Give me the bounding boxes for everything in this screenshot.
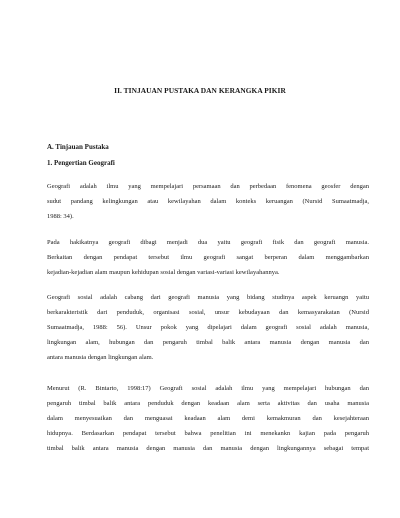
paragraph [47, 235, 369, 280]
section-heading: A. Tinjauan Pustaka [47, 143, 109, 151]
paragraph-line: berkarakteristik dari penduduk, organisasi sosial, unsur kebudayaan dan kemasyarakatan (Nursid [47, 309, 369, 316]
paragraph-line: Geografi sosial adalah cabang dari geografi manusia yang bidang studinya aspek keruangn yaitu [47, 294, 369, 301]
paragraph-line: Pada hakikatnya geografi dibagi menjadi dua yaitu geografi fisik dan geografi manusia. [47, 239, 369, 246]
paragraph-line: antara manusia dengan lingkungan alam. [47, 354, 154, 361]
paragraph-line: timbal balik antara manusia dengan manusia dan manusia dengan lingkungannya sebagai tempat [47, 445, 369, 452]
paragraph-line: sudut pandang kelingkungan atau kewilayahan dalam konteks keruangan (Nursid Sumaatmadja, [47, 198, 369, 205]
paragraph-line: Berkaitan dengan pendapat tersebut ilmu geografi sangat berperan dalam menggambarkan [47, 254, 369, 261]
chapter-title: II. TINJAUAN PUSTAKA DAN KERANGKA PIKIR [114, 86, 286, 95]
paragraph-line: 1988: 34). [47, 213, 74, 220]
paragraph [47, 290, 369, 365]
paragraph-line: hidupnya. Berdasarkan pendapat tersebut bahwa penelitian ini menekankn kajian pada pengaruh [47, 430, 369, 437]
paragraph-line: Geografi adalah ilmu yang mempelajari persamaan dan perbedaan fenomena geosfer dengan [47, 183, 369, 190]
paragraph-line: dalam menyesuaikan dan menguasai keadaan alam demi kemakmuran dan kesejahteraan [47, 415, 369, 422]
subsection-heading: 1. Pengertian Geografi [47, 159, 115, 167]
paragraph-line: Menurut (R. Bintarto, 1998:17) Geografi sosial adalah ilmu yang mempelajari hubungan dan [47, 385, 369, 392]
paragraph-line: Sumaatmadja, 1988: 56). Unsur pokok yang dipelajari dalam geografi sosial adalah manusia, [47, 324, 369, 331]
paragraph [47, 381, 369, 456]
paragraph-line: kejadian-kejadian alam maupun kehidupan sosial dengan variasi-variasi kewilayahannya. [47, 269, 280, 276]
paragraph [47, 179, 369, 224]
paragraph-line: pengaruh timbal balik antara penduduk dengan keadaan alam serta aktivitas dan usaha manusia [47, 400, 369, 407]
paragraph-line: lingkungan alam, hubungan dan pengaruh timbal balik antara manusia dengan manusia dan [47, 339, 369, 346]
